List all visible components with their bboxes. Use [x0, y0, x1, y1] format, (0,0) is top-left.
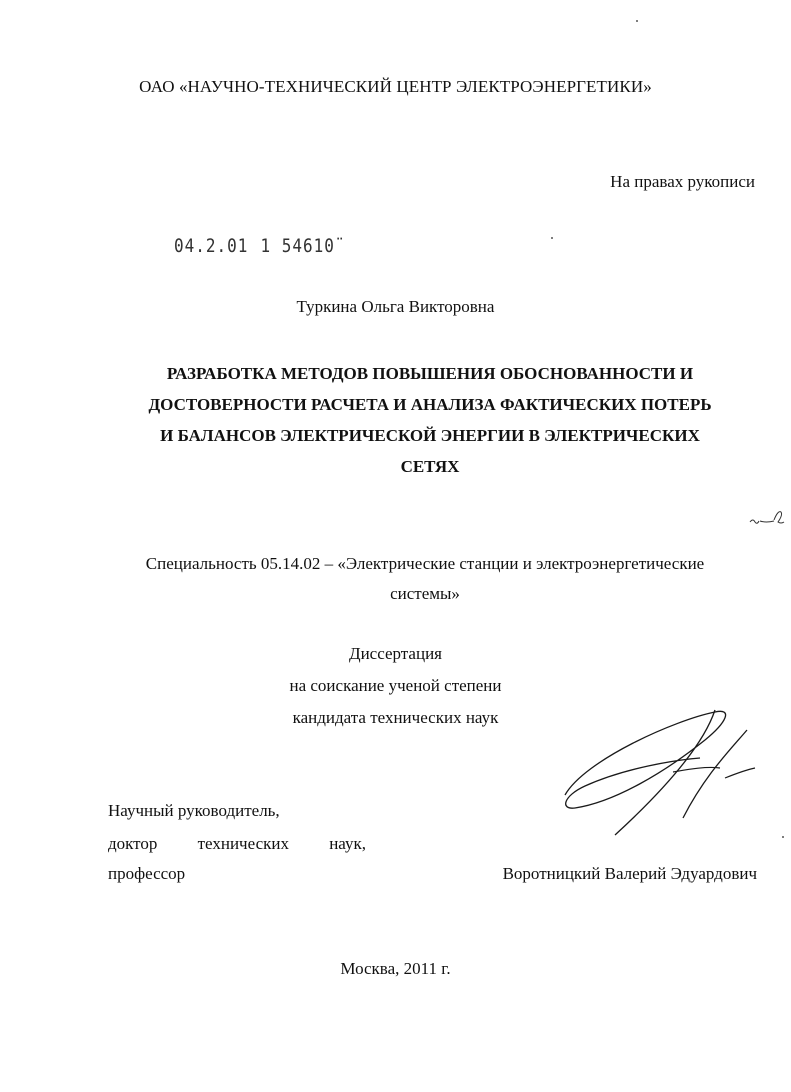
stray-dot	[551, 237, 553, 239]
dissertation-type: Диссертация	[348, 644, 442, 663]
supervisor-role: Научный руководитель,	[108, 801, 280, 820]
title-line: И БАЛАНСОВ ЭЛЕКТРИЧЕСКОЙ ЭНЕРГИИ В ЭЛЕКТРИЧЕСКИХ	[160, 426, 700, 445]
title-line: СЕТЯХ	[400, 457, 460, 476]
specialty-line: Специальность 05.14.02 – «Электрические станции и электроэнергетические	[145, 554, 705, 573]
field-line: кандидата технических наук	[292, 708, 499, 727]
degree-line: на соискание ученой степени	[289, 676, 502, 695]
author-name: Туркина Ольга Викторовна	[296, 297, 495, 316]
rights-note: На правах рукописи	[610, 172, 755, 191]
stamp-tick: ¨	[334, 234, 346, 257]
title-line: РАЗРАБОТКА МЕТОДОВ ПОВЫШЕНИЯ ОБОСНОВАННОСТИ И	[166, 364, 694, 383]
signature-icon	[555, 700, 765, 840]
supervisor-degree-word: наук,	[329, 834, 366, 853]
supervisor-degree-word: доктор	[108, 834, 158, 853]
supervisor-title: профессор	[108, 864, 186, 883]
title-line: ДОСТОВЕРНОСТИ РАСЧЕТА И АНАЛИЗА ФАКТИЧЕСКИХ ПОТЕРЬ	[148, 395, 712, 414]
organization-header: ОАО «НАУЧНО-ТЕХНИЧЕСКИЙ ЦЕНТР ЭЛЕКТРОЭНЕРГЕТИКИ»	[139, 77, 652, 96]
supervisor-degree	[108, 834, 366, 854]
dissertation-title	[110, 358, 750, 482]
specialty-line: системы»	[390, 584, 460, 603]
stamp-part-2: 1 54610	[260, 234, 335, 257]
supervisor-name: Воротницкий Валерий Эдуардович	[502, 864, 757, 883]
stamp-part-1: 04.2.01	[174, 234, 249, 257]
specialty	[100, 549, 750, 609]
supervisor-degree-word: технических	[197, 834, 289, 853]
handwritten-mark-icon	[748, 508, 788, 530]
city-year: Москва, 2011 г.	[340, 959, 451, 978]
stray-dot	[782, 836, 784, 838]
stray-dot	[636, 20, 638, 22]
registration-stamp	[174, 235, 346, 257]
